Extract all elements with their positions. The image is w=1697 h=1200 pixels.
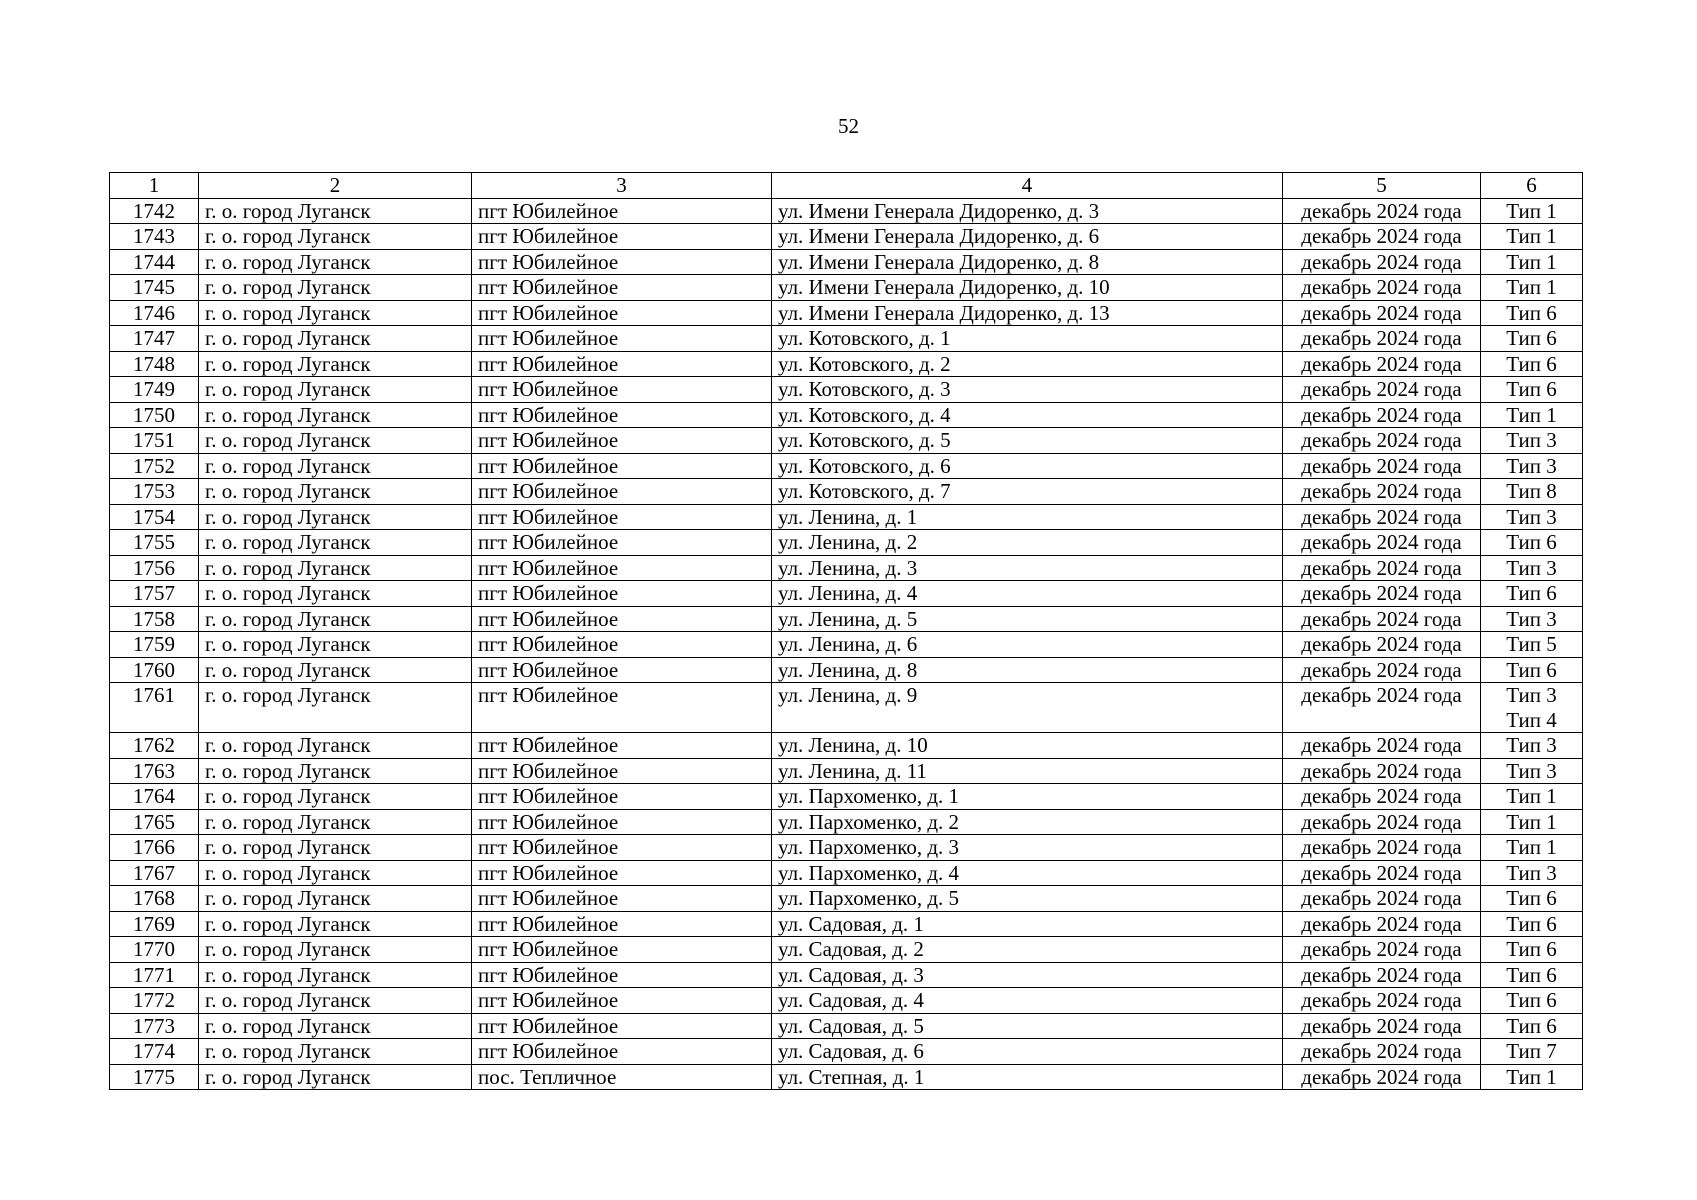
table-row bbox=[110, 809, 1583, 835]
date-cell: декабрь 2024 года bbox=[1283, 326, 1481, 352]
type-cell bbox=[1481, 632, 1583, 658]
type-label: Тип 3 bbox=[1506, 504, 1557, 529]
district-cell: г. о. город Луганск bbox=[199, 606, 472, 632]
type-label: Тип 5 bbox=[1506, 632, 1557, 656]
district-cell: г. о. город Луганск bbox=[199, 733, 472, 759]
date-cell: декабрь 2024 года bbox=[1283, 224, 1481, 250]
address-cell: ул. Котовского, д. 5 bbox=[772, 428, 1283, 454]
address-cell: ул. Садовая, д. 3 bbox=[772, 962, 1283, 988]
type-cell bbox=[1481, 351, 1583, 377]
row-number-cell: 1762 bbox=[110, 733, 199, 759]
type-label: Тип 1 bbox=[1506, 835, 1557, 859]
date-cell: декабрь 2024 года bbox=[1283, 911, 1481, 937]
locality-cell: пгт Юбилейное bbox=[472, 428, 772, 454]
district-cell: г. о. город Луганск bbox=[199, 1013, 472, 1039]
column-header: 5 bbox=[1283, 173, 1481, 199]
locality-cell: пгт Юбилейное bbox=[472, 249, 772, 275]
page-number: 52 bbox=[838, 114, 859, 138]
row-number-cell: 1751 bbox=[110, 428, 199, 454]
type-label: Тип 6 bbox=[1506, 886, 1557, 910]
address-cell: ул. Ленина, д. 9 bbox=[772, 683, 1283, 733]
date-cell: декабрь 2024 года bbox=[1283, 835, 1481, 861]
address-cell: ул. Ленина, д. 8 bbox=[772, 657, 1283, 683]
type-cell bbox=[1481, 657, 1583, 683]
locality-cell: пгт Юбилейное bbox=[472, 224, 772, 250]
type-cell bbox=[1481, 453, 1583, 479]
type-cell bbox=[1481, 275, 1583, 301]
table-row bbox=[110, 453, 1583, 479]
locality-cell: пгт Юбилейное bbox=[472, 860, 772, 886]
type-cell bbox=[1481, 555, 1583, 581]
row-number-cell: 1744 bbox=[110, 249, 199, 275]
date-cell: декабрь 2024 года bbox=[1283, 249, 1481, 275]
date-cell: декабрь 2024 года bbox=[1283, 453, 1481, 479]
locality-cell: пгт Юбилейное bbox=[472, 581, 772, 607]
date-cell: декабрь 2024 года bbox=[1283, 683, 1481, 733]
district-cell: г. о. город Луганск bbox=[199, 784, 472, 810]
district-cell: г. о. город Луганск bbox=[199, 479, 472, 505]
district-cell: г. о. город Луганск bbox=[199, 1039, 472, 1065]
row-number-cell: 1756 bbox=[110, 555, 199, 581]
district-cell: г. о. город Луганск bbox=[199, 809, 472, 835]
type-label: Тип 1 bbox=[1506, 198, 1557, 223]
address-cell: ул. Садовая, д. 2 bbox=[772, 937, 1283, 963]
type-label: Тип 1 bbox=[1506, 809, 1557, 834]
locality-cell: пос. Тепличное bbox=[472, 1064, 772, 1090]
date-cell: декабрь 2024 года bbox=[1283, 962, 1481, 988]
table-row bbox=[110, 860, 1583, 886]
type-cell bbox=[1481, 224, 1583, 250]
table-row bbox=[110, 377, 1583, 403]
type-label: Тип 1 bbox=[1506, 224, 1557, 248]
type-label: Тип 1 bbox=[1506, 402, 1557, 427]
column-header: 3 bbox=[472, 173, 772, 199]
table-row bbox=[110, 402, 1583, 428]
table-row bbox=[110, 530, 1583, 556]
row-number-cell: 1772 bbox=[110, 988, 199, 1014]
header-row bbox=[110, 173, 1583, 199]
locality-cell: пгт Юбилейное bbox=[472, 504, 772, 530]
type-label: Тип 6 bbox=[1506, 962, 1557, 987]
address-cell: ул. Пархоменко, д. 2 bbox=[772, 809, 1283, 835]
locality-cell: пгт Юбилейное bbox=[472, 886, 772, 912]
type-label: Тип 3 bbox=[1506, 733, 1557, 757]
type-label: Тип 1 bbox=[1506, 249, 1557, 274]
address-cell: ул. Ленина, д. 3 bbox=[772, 555, 1283, 581]
type-cell bbox=[1481, 1039, 1583, 1065]
locality-cell: пгт Юбилейное bbox=[472, 402, 772, 428]
date-cell: декабрь 2024 года bbox=[1283, 300, 1481, 326]
address-cell: ул. Имени Генерала Дидоренко, д. 3 bbox=[772, 198, 1283, 224]
locality-cell: пгт Юбилейное bbox=[472, 632, 772, 658]
column-header: 2 bbox=[199, 173, 472, 199]
type-label: Тип 6 bbox=[1506, 581, 1557, 605]
type-label: Тип 7 bbox=[1506, 1039, 1557, 1063]
table-row bbox=[110, 428, 1583, 454]
table-body bbox=[110, 198, 1583, 1090]
type-cell bbox=[1481, 733, 1583, 759]
type-label: Тип 3 bbox=[1506, 683, 1557, 707]
date-cell: декабрь 2024 года bbox=[1283, 1013, 1481, 1039]
district-cell: г. о. город Луганск bbox=[199, 402, 472, 428]
row-number-cell: 1769 bbox=[110, 911, 199, 937]
date-cell: декабрь 2024 года bbox=[1283, 581, 1481, 607]
date-cell: декабрь 2024 года bbox=[1283, 657, 1481, 683]
table-row bbox=[110, 275, 1583, 301]
table-row bbox=[110, 988, 1583, 1014]
table-row bbox=[110, 962, 1583, 988]
locality-cell: пгт Юбилейное bbox=[472, 835, 772, 861]
address-cell: ул. Ленина, д. 6 bbox=[772, 632, 1283, 658]
date-cell: декабрь 2024 года bbox=[1283, 377, 1481, 403]
district-cell: г. о. город Луганск bbox=[199, 835, 472, 861]
locality-cell: пгт Юбилейное bbox=[472, 479, 772, 505]
row-number-cell: 1748 bbox=[110, 351, 199, 377]
locality-cell: пгт Юбилейное bbox=[472, 351, 772, 377]
table-row bbox=[110, 1013, 1583, 1039]
table-row bbox=[110, 937, 1583, 963]
date-cell: декабрь 2024 года bbox=[1283, 886, 1481, 912]
registry-table bbox=[109, 172, 1583, 1090]
row-number-cell: 1750 bbox=[110, 402, 199, 428]
district-cell: г. о. город Луганск bbox=[199, 657, 472, 683]
row-number-cell: 1763 bbox=[110, 758, 199, 784]
address-cell: ул. Котовского, д. 2 bbox=[772, 351, 1283, 377]
type-label: Тип 6 bbox=[1506, 937, 1557, 961]
table-row bbox=[110, 733, 1583, 759]
locality-cell: пгт Юбилейное bbox=[472, 1039, 772, 1065]
type-cell bbox=[1481, 428, 1583, 454]
date-cell: декабрь 2024 года bbox=[1283, 402, 1481, 428]
address-cell: ул. Ленина, д. 10 bbox=[772, 733, 1283, 759]
table-row bbox=[110, 300, 1583, 326]
type-label: Тип 1 bbox=[1506, 275, 1557, 299]
row-number-cell: 1765 bbox=[110, 809, 199, 835]
locality-cell: пгт Юбилейное bbox=[472, 326, 772, 352]
column-header: 1 bbox=[110, 173, 199, 199]
address-cell: ул. Имени Генерала Дидоренко, д. 8 bbox=[772, 249, 1283, 275]
address-cell: ул. Пархоменко, д. 4 bbox=[772, 860, 1283, 886]
district-cell: г. о. город Луганск bbox=[199, 428, 472, 454]
row-number-cell: 1774 bbox=[110, 1039, 199, 1065]
row-number-cell: 1771 bbox=[110, 962, 199, 988]
district-cell: г. о. город Луганск bbox=[199, 377, 472, 403]
district-cell: г. о. город Луганск bbox=[199, 962, 472, 988]
type-cell bbox=[1481, 249, 1583, 275]
type-cell bbox=[1481, 937, 1583, 963]
date-cell: декабрь 2024 года bbox=[1283, 860, 1481, 886]
type-cell bbox=[1481, 504, 1583, 530]
table-row bbox=[110, 581, 1583, 607]
column-header: 4 bbox=[772, 173, 1283, 199]
type-cell bbox=[1481, 606, 1583, 632]
row-number-cell: 1758 bbox=[110, 606, 199, 632]
type-cell bbox=[1481, 1013, 1583, 1039]
table-row bbox=[110, 224, 1583, 250]
type-cell bbox=[1481, 860, 1583, 886]
row-number-cell: 1745 bbox=[110, 275, 199, 301]
type-label: Тип 3 bbox=[1506, 453, 1557, 478]
locality-cell: пгт Юбилейное bbox=[472, 300, 772, 326]
type-label: Тип 6 bbox=[1506, 530, 1557, 554]
district-cell: г. о. город Луганск bbox=[199, 453, 472, 479]
date-cell: декабрь 2024 года bbox=[1283, 758, 1481, 784]
type-label: Тип 6 bbox=[1506, 351, 1557, 376]
locality-cell: пгт Юбилейное bbox=[472, 657, 772, 683]
date-cell: декабрь 2024 года bbox=[1283, 428, 1481, 454]
locality-cell: пгт Юбилейное bbox=[472, 809, 772, 835]
address-cell: ул. Котовского, д. 4 bbox=[772, 402, 1283, 428]
row-number-cell: 1764 bbox=[110, 784, 199, 810]
type-label: Тип 6 bbox=[1506, 657, 1557, 682]
locality-cell: пгт Юбилейное bbox=[472, 530, 772, 556]
table-row bbox=[110, 657, 1583, 683]
type-label: Тип 6 bbox=[1506, 1013, 1557, 1038]
address-cell: ул. Степная, д. 1 bbox=[772, 1064, 1283, 1090]
type-label: Тип 3 bbox=[1506, 428, 1557, 452]
row-number-cell: 1746 bbox=[110, 300, 199, 326]
date-cell: декабрь 2024 года bbox=[1283, 1039, 1481, 1065]
date-cell: декабрь 2024 года bbox=[1283, 809, 1481, 835]
date-cell: декабрь 2024 года bbox=[1283, 632, 1481, 658]
type-cell bbox=[1481, 886, 1583, 912]
row-number-cell: 1775 bbox=[110, 1064, 199, 1090]
row-number-cell: 1754 bbox=[110, 504, 199, 530]
type-cell bbox=[1481, 198, 1583, 224]
address-cell: ул. Садовая, д. 6 bbox=[772, 1039, 1283, 1065]
district-cell: г. о. город Луганск bbox=[199, 224, 472, 250]
type-cell bbox=[1481, 962, 1583, 988]
type-cell bbox=[1481, 300, 1583, 326]
district-cell: г. о. город Луганск bbox=[199, 911, 472, 937]
address-cell: ул. Садовая, д. 4 bbox=[772, 988, 1283, 1014]
table-row bbox=[110, 683, 1583, 733]
table-row bbox=[110, 835, 1583, 861]
row-number-cell: 1742 bbox=[110, 198, 199, 224]
address-cell: ул. Имени Генерала Дидоренко, д. 13 bbox=[772, 300, 1283, 326]
row-number-cell: 1761 bbox=[110, 683, 199, 733]
type-label: Тип 4 bbox=[1506, 707, 1557, 732]
row-number-cell: 1743 bbox=[110, 224, 199, 250]
type-cell bbox=[1481, 530, 1583, 556]
table-row bbox=[110, 606, 1583, 632]
table-row bbox=[110, 784, 1583, 810]
type-label: Тип 3 bbox=[1506, 555, 1557, 580]
address-cell: ул. Садовая, д. 1 bbox=[772, 911, 1283, 937]
type-label: Тип 3 bbox=[1506, 758, 1557, 783]
district-cell: г. о. город Луганск bbox=[199, 886, 472, 912]
address-cell: ул. Пархоменко, д. 1 bbox=[772, 784, 1283, 810]
district-cell: г. о. город Луганск bbox=[199, 683, 472, 733]
table-row bbox=[110, 911, 1583, 937]
locality-cell: пгт Юбилейное bbox=[472, 758, 772, 784]
locality-cell: пгт Юбилейное bbox=[472, 453, 772, 479]
district-cell: г. о. город Луганск bbox=[199, 758, 472, 784]
type-label: Тип 3 bbox=[1506, 860, 1557, 885]
row-number-cell: 1757 bbox=[110, 581, 199, 607]
district-cell: г. о. город Луганск bbox=[199, 937, 472, 963]
address-cell: ул. Ленина, д. 1 bbox=[772, 504, 1283, 530]
type-label: Тип 6 bbox=[1506, 377, 1557, 401]
table-row bbox=[110, 758, 1583, 784]
type-cell bbox=[1481, 784, 1583, 810]
row-number-cell: 1759 bbox=[110, 632, 199, 658]
row-number-cell: 1755 bbox=[110, 530, 199, 556]
type-label: Тип 1 bbox=[1506, 1064, 1557, 1089]
address-cell: ул. Имени Генерала Дидоренко, д. 6 bbox=[772, 224, 1283, 250]
date-cell: декабрь 2024 года bbox=[1283, 275, 1481, 301]
district-cell: г. о. город Луганск bbox=[199, 632, 472, 658]
district-cell: г. о. город Луганск bbox=[199, 1064, 472, 1090]
locality-cell: пгт Юбилейное bbox=[472, 275, 772, 301]
table-row bbox=[110, 1039, 1583, 1065]
locality-cell: пгт Юбилейное bbox=[472, 988, 772, 1014]
type-label: Тип 3 bbox=[1506, 606, 1557, 631]
row-number-cell: 1766 bbox=[110, 835, 199, 861]
district-cell: г. о. город Луганск bbox=[199, 275, 472, 301]
locality-cell: пгт Юбилейное bbox=[472, 937, 772, 963]
table-header bbox=[110, 173, 1583, 199]
district-cell: г. о. город Луганск bbox=[199, 249, 472, 275]
date-cell: декабрь 2024 года bbox=[1283, 784, 1481, 810]
type-cell bbox=[1481, 758, 1583, 784]
locality-cell: пгт Юбилейное bbox=[472, 683, 772, 733]
type-cell bbox=[1481, 683, 1583, 733]
address-cell: ул. Котовского, д. 7 bbox=[772, 479, 1283, 505]
locality-cell: пгт Юбилейное bbox=[472, 606, 772, 632]
district-cell: г. о. город Луганск bbox=[199, 581, 472, 607]
table-row bbox=[110, 1064, 1583, 1090]
type-cell bbox=[1481, 581, 1583, 607]
locality-cell: пгт Юбилейное bbox=[472, 198, 772, 224]
table-row bbox=[110, 504, 1583, 530]
district-cell: г. о. город Луганск bbox=[199, 300, 472, 326]
district-cell: г. о. город Луганск bbox=[199, 326, 472, 352]
row-number-cell: 1768 bbox=[110, 886, 199, 912]
locality-cell: пгт Юбилейное bbox=[472, 784, 772, 810]
date-cell: декабрь 2024 года bbox=[1283, 530, 1481, 556]
address-cell: ул. Садовая, д. 5 bbox=[772, 1013, 1283, 1039]
type-label: Тип 6 bbox=[1506, 988, 1557, 1012]
type-cell bbox=[1481, 326, 1583, 352]
type-cell bbox=[1481, 402, 1583, 428]
address-cell: ул. Ленина, д. 11 bbox=[772, 758, 1283, 784]
locality-cell: пгт Юбилейное bbox=[472, 962, 772, 988]
address-cell: ул. Котовского, д. 1 bbox=[772, 326, 1283, 352]
locality-cell: пгт Юбилейное bbox=[472, 377, 772, 403]
date-cell: декабрь 2024 года bbox=[1283, 504, 1481, 530]
address-cell: ул. Котовского, д. 3 bbox=[772, 377, 1283, 403]
row-number-cell: 1753 bbox=[110, 479, 199, 505]
type-cell bbox=[1481, 835, 1583, 861]
date-cell: декабрь 2024 года bbox=[1283, 733, 1481, 759]
table-row bbox=[110, 886, 1583, 912]
row-number-cell: 1773 bbox=[110, 1013, 199, 1039]
table-row bbox=[110, 351, 1583, 377]
table-row bbox=[110, 555, 1583, 581]
district-cell: г. о. город Луганск bbox=[199, 555, 472, 581]
date-cell: декабрь 2024 года bbox=[1283, 937, 1481, 963]
type-cell bbox=[1481, 377, 1583, 403]
district-cell: г. о. город Луганск bbox=[199, 198, 472, 224]
type-cell bbox=[1481, 1064, 1583, 1090]
district-cell: г. о. город Луганск bbox=[199, 860, 472, 886]
date-cell: декабрь 2024 года bbox=[1283, 988, 1481, 1014]
table-row bbox=[110, 632, 1583, 658]
district-cell: г. о. город Луганск bbox=[199, 504, 472, 530]
district-cell: г. о. город Луганск bbox=[199, 530, 472, 556]
locality-cell: пгт Юбилейное bbox=[472, 1013, 772, 1039]
address-cell: ул. Котовского, д. 6 bbox=[772, 453, 1283, 479]
date-cell: декабрь 2024 года bbox=[1283, 198, 1481, 224]
type-label: Тип 1 bbox=[1506, 784, 1557, 808]
table-row bbox=[110, 198, 1583, 224]
row-number-cell: 1770 bbox=[110, 937, 199, 963]
date-cell: декабрь 2024 года bbox=[1283, 555, 1481, 581]
address-cell: ул. Ленина, д. 4 bbox=[772, 581, 1283, 607]
table-row bbox=[110, 249, 1583, 275]
table-row bbox=[110, 479, 1583, 505]
locality-cell: пгт Юбилейное bbox=[472, 733, 772, 759]
type-cell bbox=[1481, 988, 1583, 1014]
address-cell: ул. Пархоменко, д. 3 bbox=[772, 835, 1283, 861]
row-number-cell: 1760 bbox=[110, 657, 199, 683]
type-label: Тип 6 bbox=[1506, 300, 1557, 325]
district-cell: г. о. город Луганск bbox=[199, 988, 472, 1014]
column-header: 6 bbox=[1481, 173, 1583, 199]
locality-cell: пгт Юбилейное bbox=[472, 555, 772, 581]
table-row bbox=[110, 326, 1583, 352]
address-cell: ул. Ленина, д. 2 bbox=[772, 530, 1283, 556]
type-label: Тип 6 bbox=[1506, 911, 1557, 936]
type-cell bbox=[1481, 809, 1583, 835]
date-cell: декабрь 2024 года bbox=[1283, 351, 1481, 377]
locality-cell: пгт Юбилейное bbox=[472, 911, 772, 937]
address-cell: ул. Пархоменко, д. 5 bbox=[772, 886, 1283, 912]
row-number-cell: 1767 bbox=[110, 860, 199, 886]
date-cell: декабрь 2024 года bbox=[1283, 479, 1481, 505]
type-label: Тип 6 bbox=[1506, 326, 1557, 350]
type-cell bbox=[1481, 911, 1583, 937]
district-cell: г. о. город Луганск bbox=[199, 351, 472, 377]
row-number-cell: 1749 bbox=[110, 377, 199, 403]
type-label: Тип 8 bbox=[1506, 479, 1557, 503]
date-cell: декабрь 2024 года bbox=[1283, 1064, 1481, 1090]
row-number-cell: 1747 bbox=[110, 326, 199, 352]
address-cell: ул. Ленина, д. 5 bbox=[772, 606, 1283, 632]
date-cell: декабрь 2024 года bbox=[1283, 606, 1481, 632]
row-number-cell: 1752 bbox=[110, 453, 199, 479]
address-cell: ул. Имени Генерала Дидоренко, д. 10 bbox=[772, 275, 1283, 301]
type-cell bbox=[1481, 479, 1583, 505]
